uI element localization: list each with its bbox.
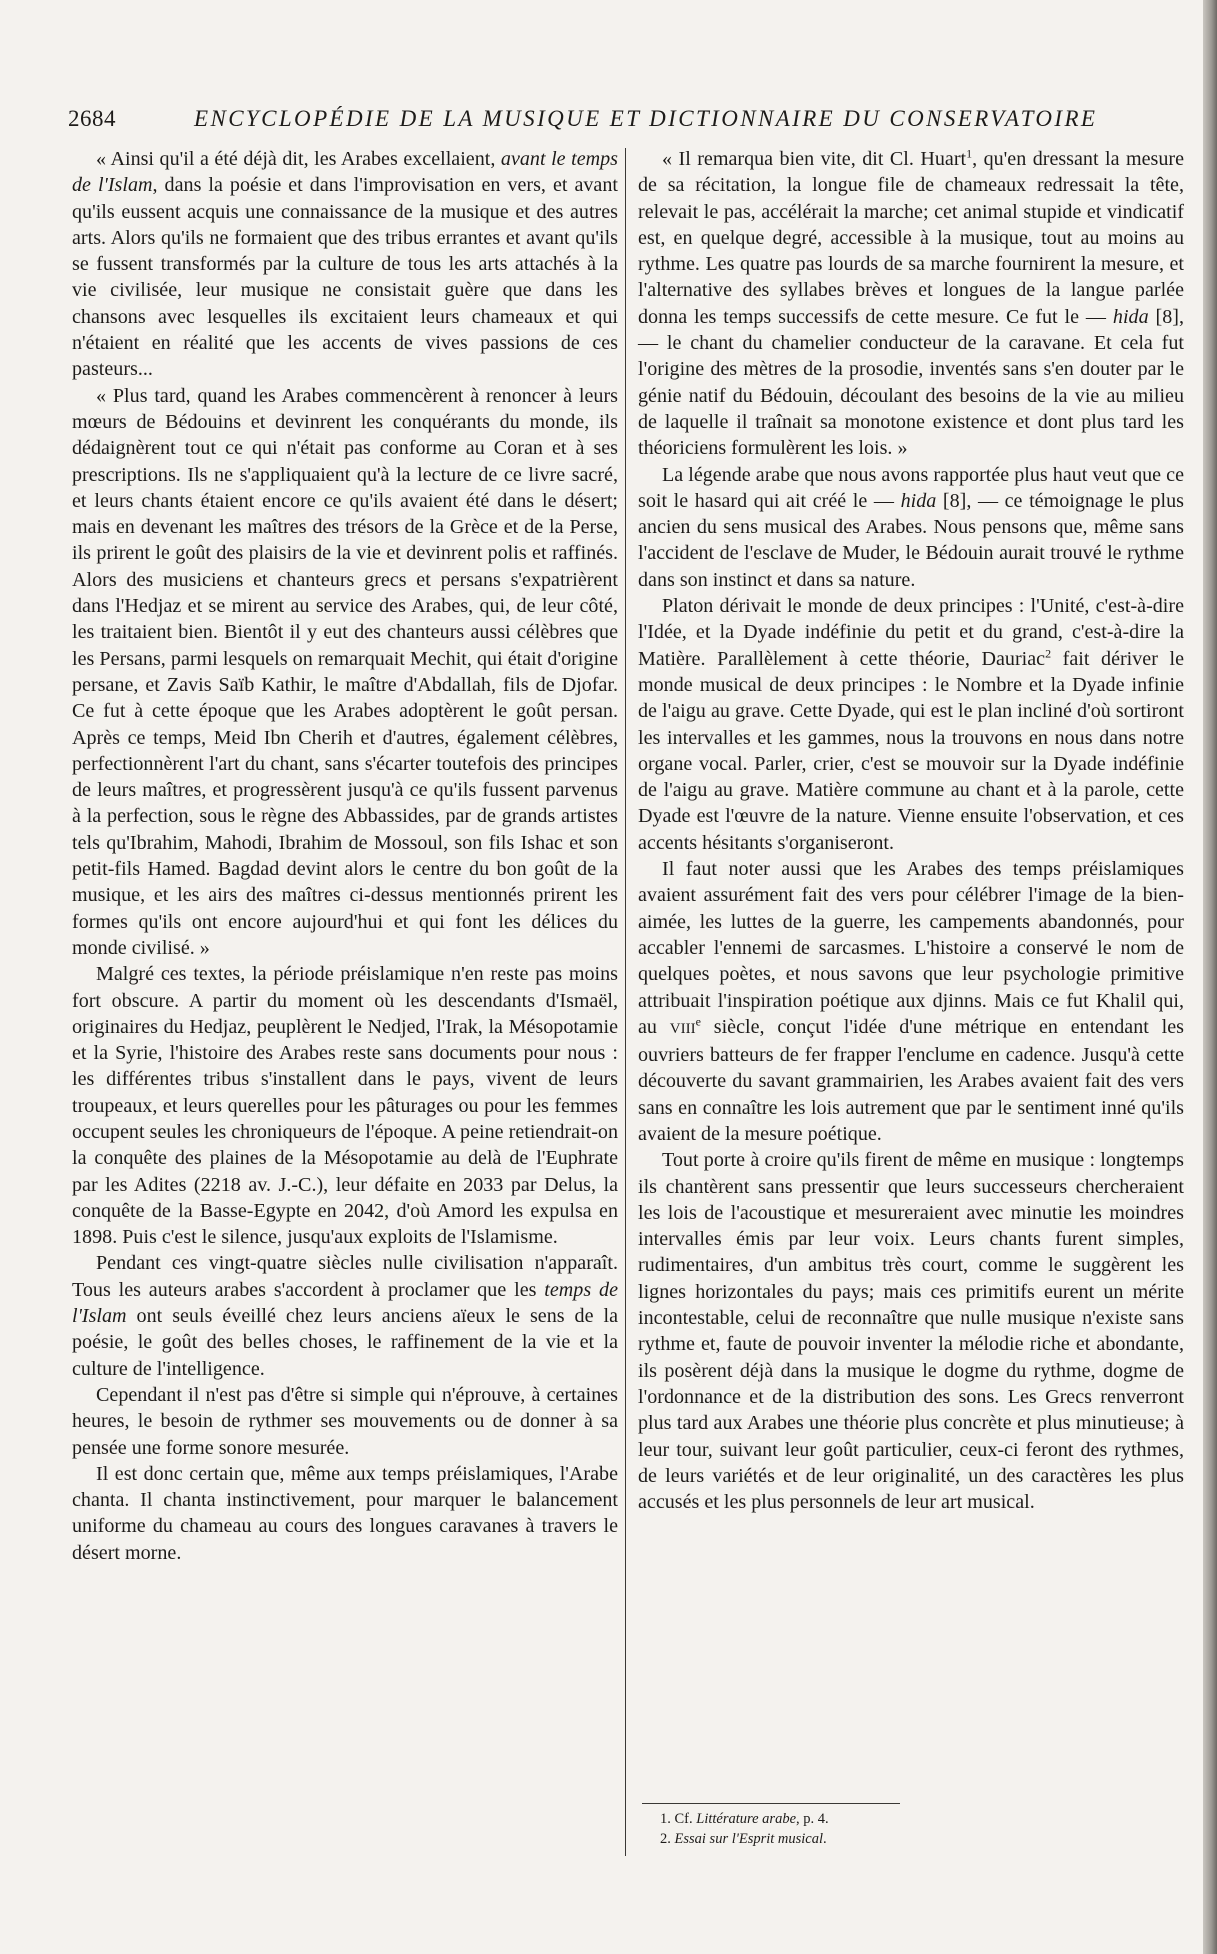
paragraph: « Il remarqua bien vite, dit Cl. Huart$^1$, qu'en dressant la mesure de sa récitation, la longue file de chameaux redressait la tête, relevait le pas, accélérait la marche; cet animal stupide et vindicatif est, en quelque degré, accessible à la musique, tout au moins au rythme. Les quatre pas lourds de sa marche fournirent la mesure, et l'alternative des syllabes brèves et longues de la langue parlée donna les temps successifs de cette mesure. Ce fut le — hida [8], — le chant du chamelier conducteur de la caravane. Et cela fut l'origine des mètres de la prosodie, inventés sans s'en douter par le génie natif du Bédouin, découlant des besoins de la vie au milieu de laquelle il traînait sa monotone existence et dont plus tard les théoriciens formulèrent les lois. » bbox=[638, 146, 1184, 460]
page-edge-shadow bbox=[1203, 0, 1217, 1954]
left-column bbox=[72, 146, 618, 1566]
paragraph: Pendant ces vingt-quatre siècles nulle civilisation n'apparaît. Tous les auteurs arabes s'accordent à proclamer que les temps de l'Islam ont seuls éveillé chez leurs anciens aïeux le sens de la poésie, le goût des belles choses, le raffinement de la vie et la culture de l'intelligence. bbox=[72, 1252, 618, 1380]
paragraph: Il faut noter aussi que les Arabes des temps préislamiques avaient assurément fait des vers pour célébrer l'image de la bien-aimée, les luttes de la guerre, les campements abandonnés, pour accabler l'ennemi de sarcasmes. L'histoire a conservé le nom de quelques poètes, et nous savons que leur psychologie primitive attribuait l'inspiration poétique aux djinns. Mais ce fut Khalil qui, au VIIIe siècle, conçut l'idée d'une métrique en entendant les ouvriers batteurs de fer frapper l'enclume en cadence. Jusqu'à cette découverte du savant grammairien, les Arabes avaient fait des vers sans en connaître les lois autrement que par le sentiment inné qu'ils avaient de la mesure poétique. bbox=[638, 858, 1184, 1145]
footnotes bbox=[660, 1809, 1120, 1849]
paragraph: Cependant il n'est pas d'être si simple qui n'éprouve, à certaines heures, le besoin de rythmer ses mouvements ou de donner à sa pensée une forme sonore mesurée. bbox=[72, 1383, 618, 1459]
paragraph: Platon dérivait le monde de deux principes : l'Unité, c'est-à-dire l'Idée, et la Dyade indéfinie du petit et du grand, c'est-à-dire la Matière. Parallèlement à cette théorie, Dauriac$^2$ fait dériver le monde musical de deux principes : le Nombre et la Dyade infinie de l'aigu au grave. Cette Dyade, qui est le plan incliné d'où sortiront les intervalles et les gammes, nous la trouvons en nous dans notre organe vocal. Parler, crier, c'est se mouvoir sur la Dyade indéfinie de l'aigu au grave. Matière commune au chant et à la parole, cette Dyade est l'œuvre de la nature. Vienne ensuite l'observation, et ces accents hésitants s'organiseront. bbox=[638, 595, 1184, 854]
footnote-1: 1. Cf. Littérature arabe, p. 4. bbox=[660, 1811, 829, 1827]
paragraph: « Ainsi qu'il a été déjà dit, les Arabes excellaient, avant le temps de l'Islam, dans la poésie et dans l'improvisation en vers, et avant qu'ils eussent acquis une connaissance de la musique et des autres arts. Alors qu'ils ne formaient que des tribus errantes et avant qu'ils se fussent transformés par la culture de tous les arts attachés à la vie civilisée, leur musique ne consistait guère que dans les chansons avec lesquelles ils excitaient leurs chameaux et qui n'étaient en réalité que les accents de vives passions de ces pasteurs... bbox=[72, 148, 618, 381]
right-column bbox=[638, 146, 1184, 1515]
footnote-2: 2. Essai sur l'Esprit musical. bbox=[660, 1831, 827, 1847]
page-header bbox=[68, 104, 1108, 134]
paragraph: Malgré ces textes, la période préislamique n'en reste pas moins fort obscure. A partir du moment où les descendants d'Ismaël, originaires du Hedjaz, peuplèrent le Nedjed, l'Irak, la Mésopotamie et la Syrie, l'histoire des Arabes reste sans documents pour nous : les différentes tribus s'installent dans le pays, vivent de leurs troupeaux, et leurs querelles pour les pâturages ou pour les femmes occupent seules les chroniqueurs de l'époque. A peine retiendrait-on la conquête des plaines de la Mésopotamie au delà de l'Euphrate par les Adites (2218 av. J.-C.), leur défaite en 2033 par Delus, la conquête de la Basse-Egypte en 2042, d'où Amord les expulsa en 1898. Puis c'est le silence, jusqu'aux exploits de l'Islamisme. bbox=[72, 963, 618, 1249]
paragraph: « Plus tard, quand les Arabes commencèrent à renoncer à leurs mœurs de Bédouins et devinrent les conquérants du monde, ils dédaignèrent tout ce qui n'était pas conforme au Coran et à ses prescriptions. Ils ne s'appliquaient qu'à la lecture de ce livre sacré, et leurs chants étaient encore ce qu'ils avaient été dans le désert; mais en devenant les maîtres des trésors de la Grèce et de la Perse, ils prirent le goût des plaisirs de la vie et devinrent polis et raffinés. Alors des musiciens et chanteurs grecs et persans s'expatrièrent dans l'Hedjaz et se mirent au service des Arabes, qui, de leur côté, les traitaient bien. Bientôt il y eut des chanteurs aussi célèbres que les Persans, parmi lesquels on remarquait Mechit, qui était d'origine persane, et Zavis Saïb Kathir, le maître d'Abdallah, fils de Djofar. Ce fut à cette époque que les Arabes adoptèrent le goût persan. Après ce temps, Meid Ibn Cherih et d'autres, également célèbres, perfectionnèrent l'art du chant, sans s'écarter toutefois des principes de leurs maîtres, et progressèrent jusqu'à ce qu'ils fussent parvenus à la perfection, sous le règne des Abbassides, par de grands artistes tels qu'Ibrahim, Mahodi, Ibrahim de Mossoul, son fils Ishac et son petit-fils Hamed. Bagdad devint alors le centre du bon goût de la musique, et les airs des maîtres ci-dessus mentionnés prirent les formes qu'ils ont encore aujourd'hui et qui font les délices du monde civilisé. » bbox=[72, 384, 618, 959]
page-number: 2684 bbox=[68, 106, 116, 131]
footnote-ref: 2 bbox=[1045, 645, 1052, 660]
paragraph: La légende arabe que nous avons rapportée plus haut veut que ce soit le hasard qui ait créé le — hida [8], — ce témoignage le plus ancien du sens musical des Arabes. Nous pensons que, même sans l'accident de l'esclave de Muder, le Bédouin aurait trouvé le rythme dans son instinct et dans sa nature. bbox=[638, 463, 1184, 591]
column-divider bbox=[625, 148, 626, 1856]
running-title: ENCYCLOPÉDIE DE LA MUSIQUE ET DICTIONNAIRE DU CONSERVATOIRE bbox=[194, 106, 1098, 131]
footnote-ref: 1 bbox=[966, 146, 973, 161]
paragraph: Tout porte à croire qu'ils firent de même en musique : longtemps ils chantèrent sans pressentir que leurs successeurs chercheraient les lois de l'acoustique et mesureraient avec minutie les moindres intervalles émis par leur voix. Leurs chants furent simples, rudimentaires, d'un ambitus très court, comme le suggèrent les lignes horizontales du pays; mais ces primitifs eurent un mérite incontestable, celui de reconnaître que nulle musique n'existe sans rythme et, faute de pouvoir inventer la mélodie riche et abondante, ils posèrent déjà dans la musique le dogme du rythme, dogme de l'ordonnance et de la distribution des sons. Les Grecs renverront plus tard aux Arabes une théorie plus concrète et plus minutieuse; à leur tour, suivant leur goût particulier, ceux-ci feront des rythmes, de leurs variétés et de leur originalité, un des caractères les plus accusés et les plus personnels de leur art musical. bbox=[638, 1149, 1184, 1514]
paragraph: Il est donc certain que, même aux temps préislamiques, l'Arabe chanta. Il chanta instinctivement, pour marquer le balancement uniforme du chameau au cours des longues caravanes à travers le désert morne. bbox=[72, 1462, 618, 1564]
footnote-rule bbox=[642, 1803, 900, 1804]
